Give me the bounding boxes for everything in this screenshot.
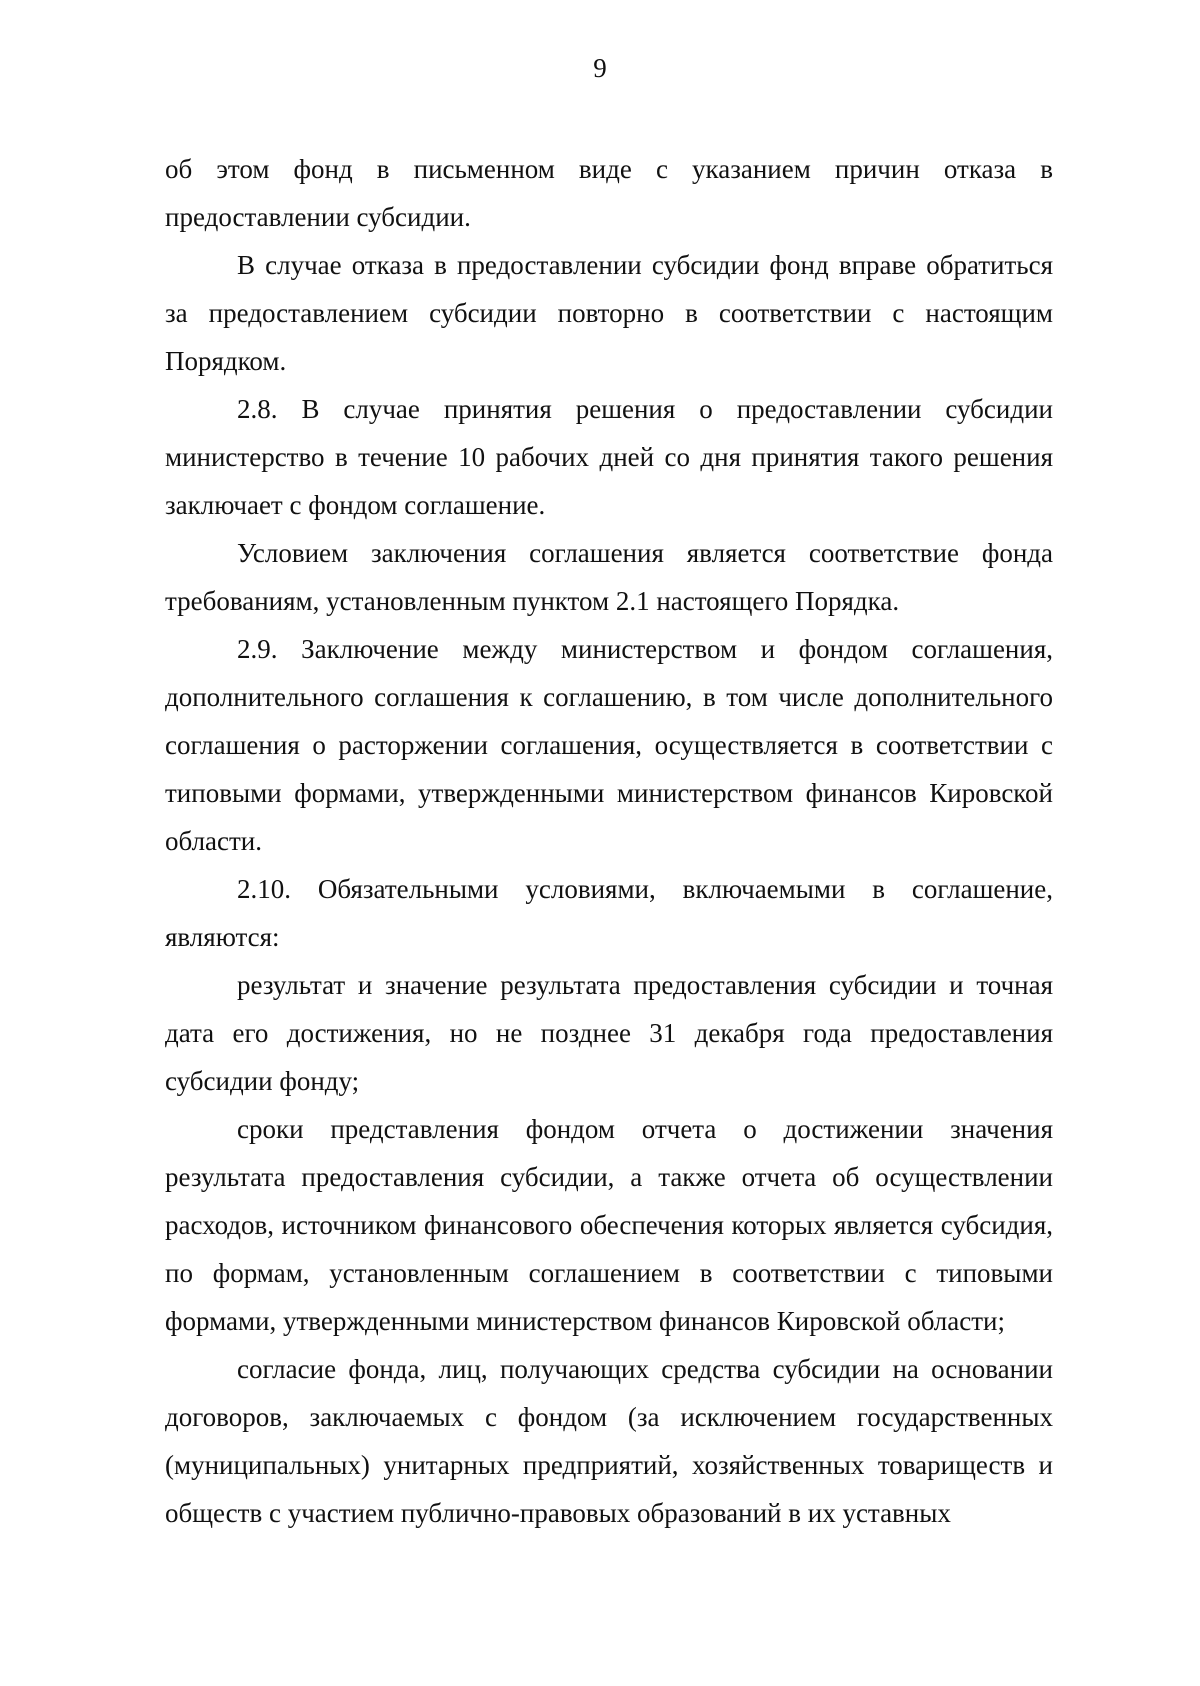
- paragraph-consent: согласие фонда, лиц, получающих средства субсидии на основании договоров, заключаемых с фондом (за исключением государственных (муниципальных) унитарных предприятий, хозяйственных товариществ и обществ с участием публично-правовых образований в их уставных: [165, 1354, 1053, 1528]
- page-number: 9: [593, 53, 607, 83]
- paragraph-reporting-deadlines: сроки представления фондом отчета о достижении значения результата предоставления субсидии, а также отчета об осуществлении расходов, источником финансового обеспечения которых является субсидия, по формам, установленным соглашением в соответствии с типовыми формами, утвержденными министерством финансов Кировской области;: [165, 1114, 1053, 1336]
- paragraph-refusal-notice: об этом фонд в письменном виде с указанием причин отказа в предоставлении субсидии.: [165, 154, 1053, 232]
- paragraph-section-2-10: 2.10. Обязательными условиями, включаемыми в соглашение, являются:: [165, 874, 1053, 952]
- paragraph-result-and-date: результат и значение результата предоставления субсидии и точная дата его достижения, но не позднее 31 декабря года предоставления субсидии фонду;: [165, 970, 1053, 1096]
- paragraph-repeat-application: В случае отказа в предоставлении субсидии фонд вправе обратиться за предоставлением субсидии повторно в соответствии с настоящим Порядком.: [165, 250, 1053, 376]
- paragraph-section-2-8: 2.8. В случае принятия решения о предоставлении субсидии министерство в течение 10 рабочих дней со дня принятия такого решения заключает с фондом соглашение.: [165, 394, 1053, 520]
- paragraph-agreement-condition: Условием заключения соглашения является соответствие фонда требованиям, установленным пунктом 2.1 настоящего Порядка.: [165, 538, 1053, 616]
- document-body: [165, 145, 1053, 1537]
- paragraph-section-2-9: 2.9. Заключение между министерством и фондом соглашения, дополнительного соглашения к соглашению, в том числе дополнительного соглашения о расторжении соглашения, осуществляется в соответствии с типовыми формами, утвержденными министерством финансов Кировской области.: [165, 634, 1053, 856]
